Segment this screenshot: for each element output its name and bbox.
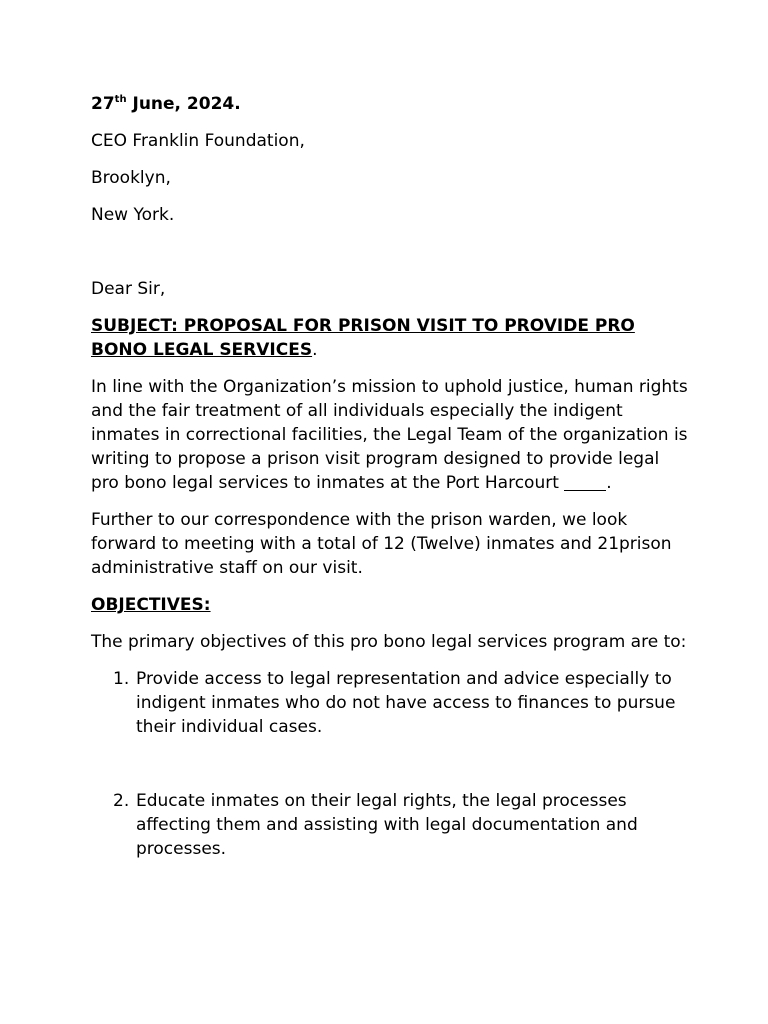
date-suffix: th: [114, 94, 127, 105]
objectives-list: [91, 667, 691, 861]
paragraph-mission-end: .: [606, 473, 612, 493]
subject-line: [91, 314, 691, 362]
subject-trailing: .: [312, 340, 318, 360]
date-rest: June, 2024.: [126, 94, 241, 114]
objectives-heading: OBJECTIVES:: [91, 595, 211, 615]
letter-page: [91, 92, 691, 861]
paragraph-correspondence: Further to our correspondence with the prison warden, we look forward to meeting with a total of 12 (Twelve) inmates and 21prison administrative staff on our visit.: [91, 510, 672, 578]
list-item: [91, 789, 691, 861]
objectives-intro: The primary objectives of this pro bono legal services program are to:: [91, 632, 687, 652]
list-item: [91, 667, 691, 739]
paragraph-mission-text: In line with the Organization’s mission to uphold justice, human rights and the fair treatment of all individuals especially the indigent inmates in correctional facilities, the Legal Team of the organization is writing to propose a prison visit program designed to provide legal pro bono legal services to inmates at the Port Harcourt: [91, 377, 688, 493]
address-line-1: CEO Franklin Foundation,: [91, 131, 305, 151]
address-line-2: Brooklyn,: [91, 168, 171, 188]
letter-date: [91, 92, 691, 116]
date-day: 27: [91, 94, 115, 114]
subject-text: SUBJECT: PROPOSAL FOR PRISON VISIT TO PROVIDE PRO BONO LEGAL SERVICES: [91, 316, 635, 360]
list-item-number: 1.: [113, 669, 130, 689]
salutation: Dear Sir,: [91, 279, 166, 299]
blank-field: [564, 474, 606, 491]
list-item-text: Educate inmates on their legal rights, the legal processes affecting them and assisting with legal documentation and processes.: [136, 791, 638, 859]
list-item-number: 2.: [113, 791, 130, 811]
paragraph-mission: [91, 375, 691, 495]
list-item-text: Provide access to legal representation and advice especially to indigent inmates who do not have access to finances to pursue their individual cases.: [136, 669, 676, 737]
address-line-3: New York.: [91, 205, 175, 225]
